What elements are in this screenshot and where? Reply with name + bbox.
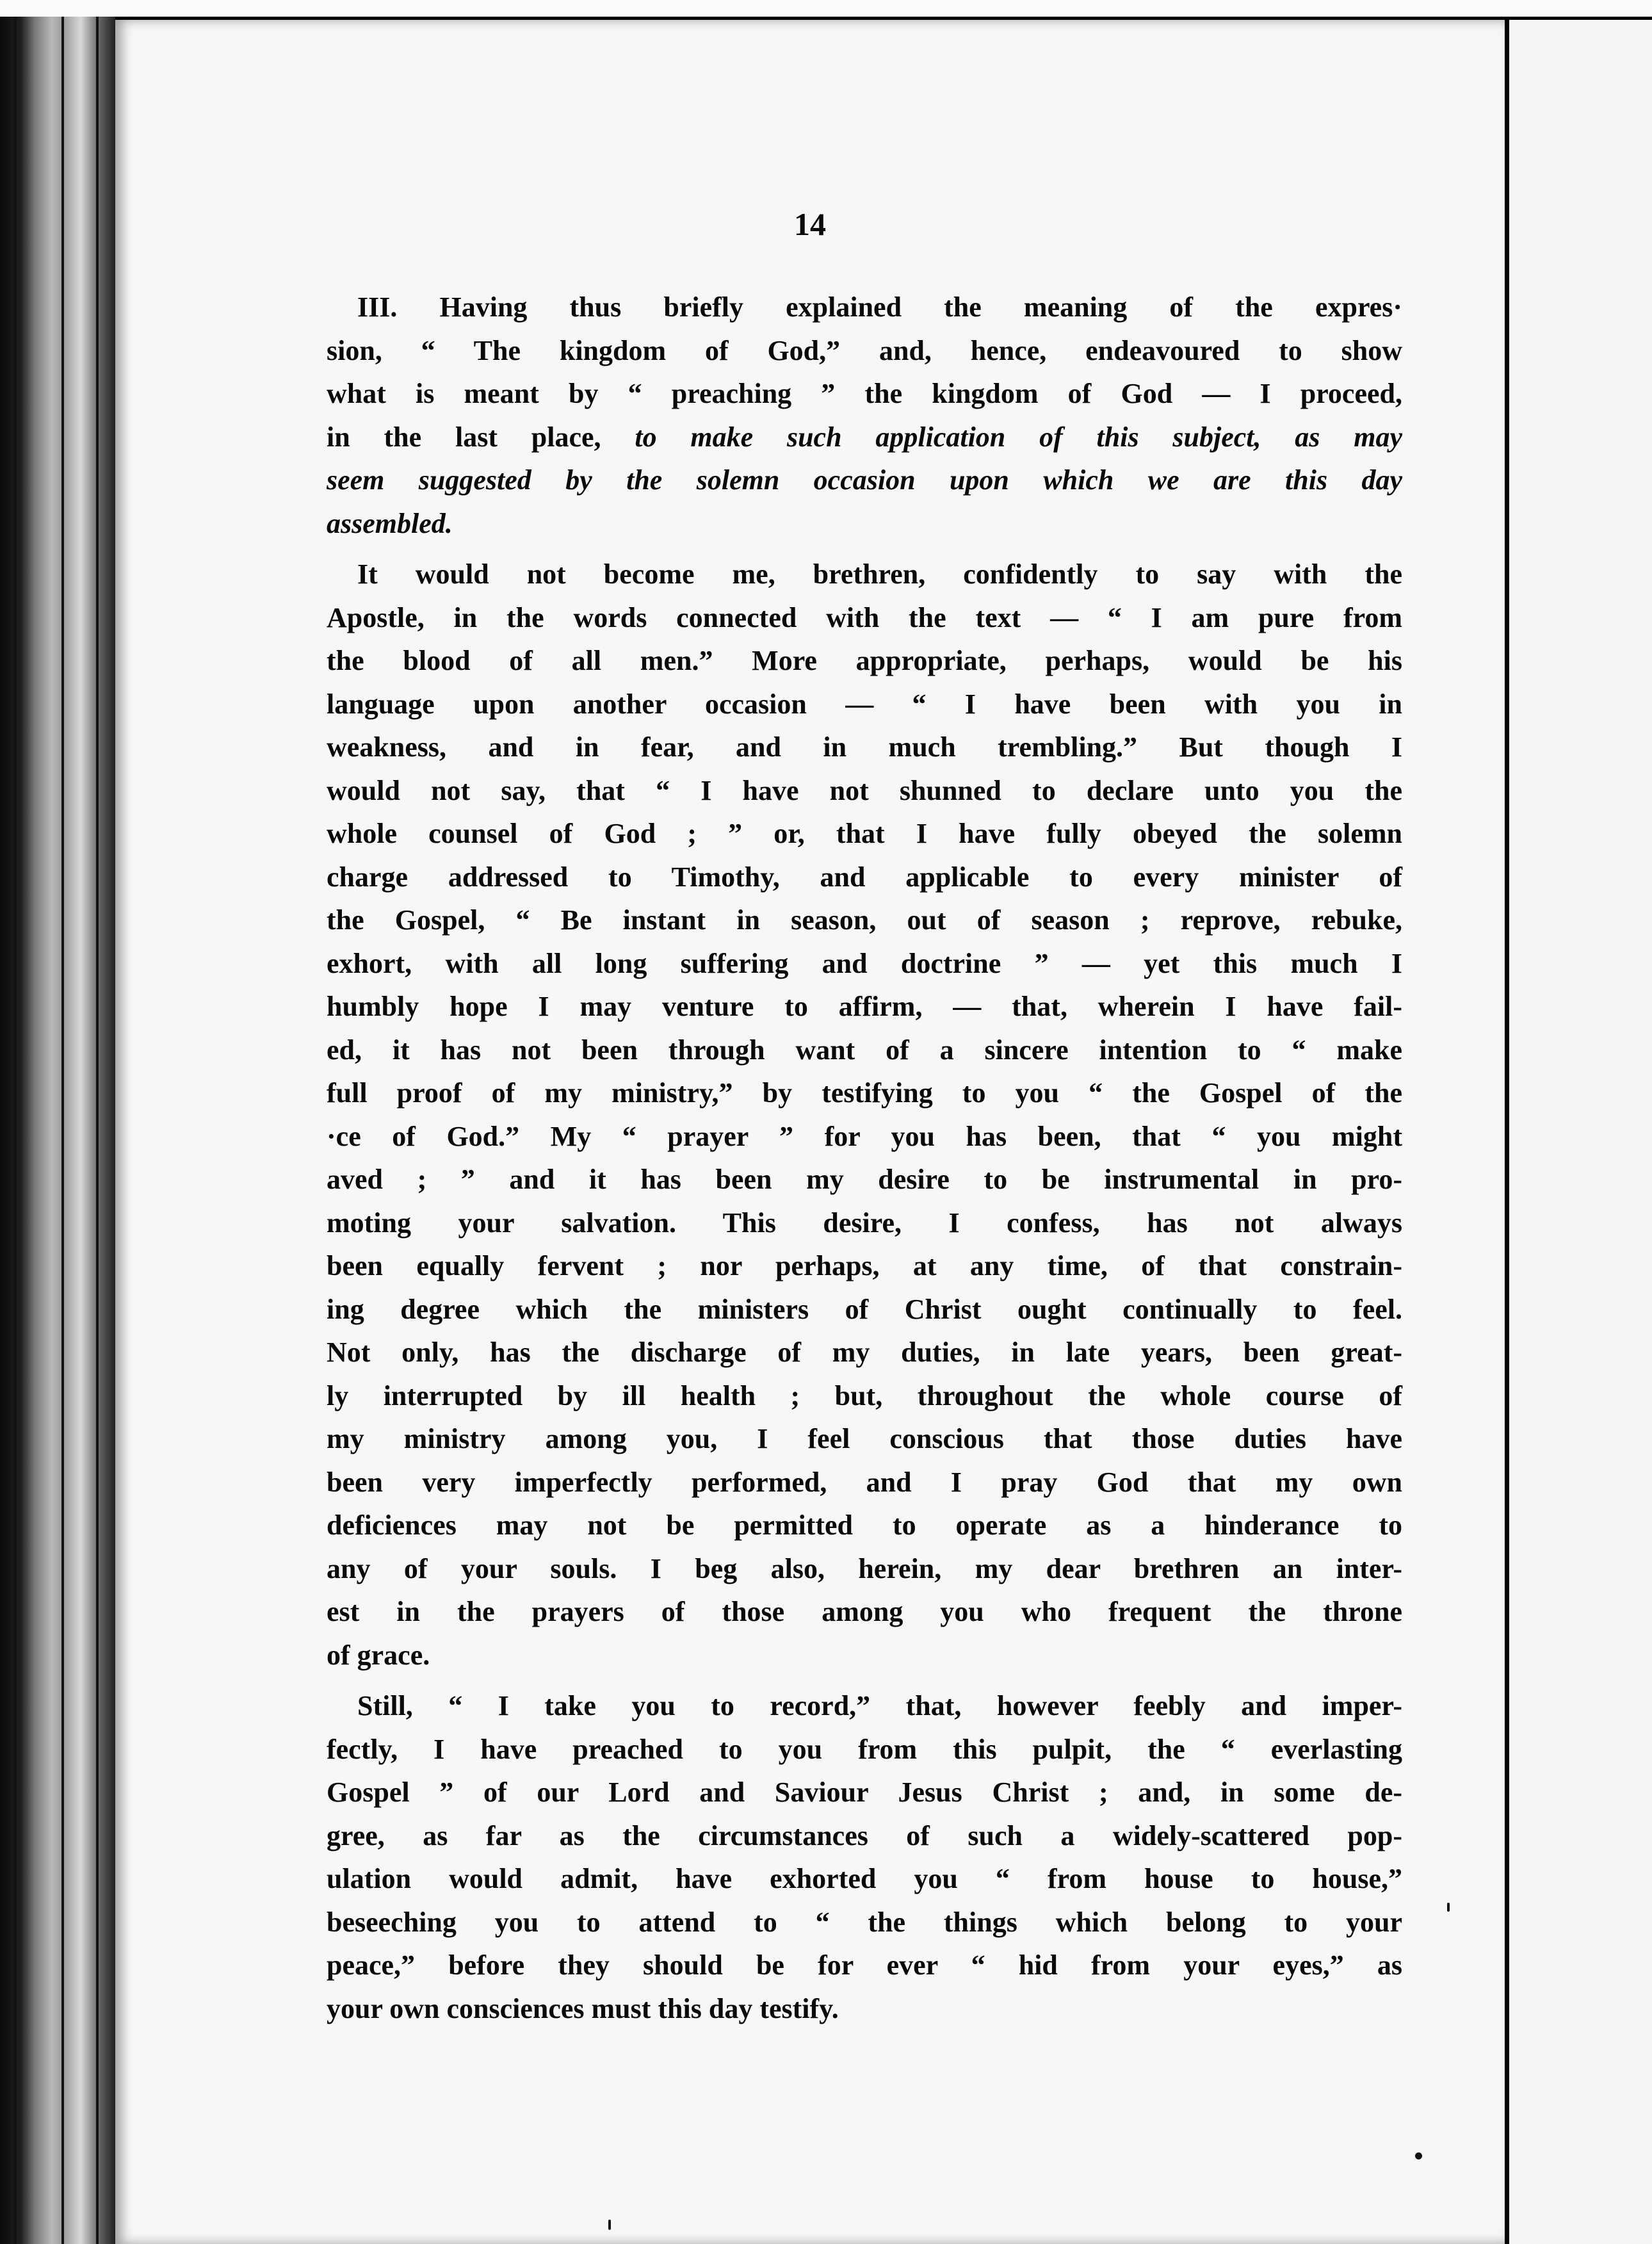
line-text: ing degree which the ministers of Christ ought continually to feel. <box>327 1293 1402 1325</box>
text-line <box>327 1288 1402 1331</box>
line-text: ly interrupted by ill health ; but, throughout the whole course of <box>327 1379 1402 1411</box>
line-text: the Gospel, “ Be instant in season, out of season ; reprove, rebuke, <box>327 904 1402 936</box>
facing-page-edge <box>1505 20 1652 2244</box>
text-line <box>327 1901 1402 1944</box>
top-edge <box>0 0 1652 20</box>
line-text: been equally fervent ; nor perhaps, at any time, of that constrain- <box>327 1250 1402 1281</box>
text-line <box>327 812 1402 856</box>
line-text: It would not become me, brethren, confidently to say with the <box>357 558 1402 590</box>
line-text: whole counsel of God ; ” or, that I have fully obeyed the solemn <box>327 818 1402 849</box>
text-line <box>327 769 1402 813</box>
line-text: any of your souls. I beg also, herein, my dear brethren an inter- <box>327 1552 1402 1584</box>
text-line <box>327 286 1402 329</box>
line-text: in the last place, <box>327 421 635 453</box>
text-line <box>327 1417 1402 1461</box>
line-italic-text: to make such application of this subject, as may <box>635 421 1402 453</box>
line-text: est in the prayers of those among you who frequent the throne <box>327 1596 1402 1627</box>
line-text: moting your salvation. This desire, I confess, has not always <box>327 1207 1402 1239</box>
text-line <box>327 1201 1402 1245</box>
paragraph <box>327 1684 1402 2030</box>
line-text: my ministry among you, I feel conscious that those duties have <box>327 1423 1402 1454</box>
ink-speck <box>1415 2152 1422 2159</box>
line-text: Gospel ” of our Lord and Saviour Jesus Christ ; and, in some de- <box>327 1776 1402 1808</box>
text-line <box>327 1461 1402 1504</box>
text-line <box>327 1547 1402 1591</box>
line-text: peace,” before they should be for ever “ hid from your eyes,” as <box>327 1949 1402 1981</box>
line-text: Not only, has the discharge of my duties, in late years, been great- <box>327 1337 1402 1368</box>
text-line <box>327 1814 1402 1858</box>
book-spine-edge <box>0 17 115 2244</box>
line-text: humbly hope I may venture to affirm, — that, wherein I have fail- <box>327 991 1402 1022</box>
text-line <box>327 1634 1402 1677</box>
text-line <box>327 1115 1402 1159</box>
text-line <box>327 553 1402 596</box>
text-line <box>327 1244 1402 1288</box>
line-text: ed, it has not been through want of a sincere intention to “ make <box>327 1034 1402 1066</box>
text-line <box>327 1857 1402 1901</box>
text-line <box>327 1771 1402 1814</box>
line-text: deficiences may not be permitted to operate as a hinderance to <box>327 1509 1402 1541</box>
text-line <box>327 1944 1402 1987</box>
text-line <box>327 942 1402 986</box>
text-line <box>327 329 1402 373</box>
text-line <box>327 1987 1402 2031</box>
line-text: would not say, that “ I have not shunned to declare unto you the <box>327 774 1402 806</box>
line-italic-text: seem suggested by the solemn occasion upon which we are this day <box>327 464 1402 496</box>
line-text: what is meant by “ preaching ” the kingdom of God — I proceed, <box>327 378 1402 409</box>
text-line <box>327 1331 1402 1374</box>
text-line <box>327 596 1402 640</box>
text-line <box>327 898 1402 942</box>
line-text: gree, as far as the circumstances of such a widely-scattered pop- <box>327 1819 1402 1851</box>
line-text: been very imperfectly performed, and I pray God that my own <box>327 1466 1402 1498</box>
ink-speck <box>1447 1903 1450 1912</box>
line-text: language upon another occasion — “ I have been with you in <box>327 688 1402 720</box>
ink-speck <box>608 2220 611 2230</box>
line-text: fectly, I have preached to you from this pulpit, the “ everlasting <box>327 1733 1402 1765</box>
line-text: exhort, with all long suffering and doctrine ” — yet this much I <box>327 947 1402 979</box>
text-line <box>327 416 1402 459</box>
line-text: sion, “ The kingdom of God,” and, hence, endeavoured to show <box>327 334 1402 366</box>
line-text: of grace. <box>327 1639 430 1671</box>
line-text: weakness, and in fear, and in much trembling.” But though I <box>327 731 1402 763</box>
paragraph <box>327 286 1402 545</box>
document-page <box>115 20 1505 2244</box>
text-line <box>327 372 1402 416</box>
line-text: ulation would admit, have exhorted you “ from house to house,” <box>327 1863 1402 1894</box>
text-line <box>327 726 1402 769</box>
line-text: the blood of all men.” More appropriate, perhaps, would be his <box>327 645 1402 676</box>
line-text: full proof of my ministry,” by testifying to you “ the Gospel of the <box>327 1077 1402 1109</box>
line-italic-text: assembled. <box>327 507 453 539</box>
line-text: your own consciences must this day testify. <box>327 1992 839 2024</box>
line-text: III. Having thus briefly explained the meaning of the expres· <box>357 291 1402 323</box>
text-line <box>327 502 1402 546</box>
text-line <box>327 1590 1402 1634</box>
text-line <box>327 1158 1402 1201</box>
text-line <box>327 459 1402 502</box>
text-line <box>327 683 1402 726</box>
body-text <box>327 286 1402 2038</box>
text-line <box>327 1728 1402 1771</box>
text-line <box>327 1684 1402 1728</box>
text-line <box>327 1374 1402 1418</box>
line-text: Apostle, in the words connected with the text — “ I am pure from <box>327 601 1402 633</box>
line-text: aved ; ” and it has been my desire to be instrumental in pro- <box>327 1164 1402 1195</box>
text-line <box>327 639 1402 683</box>
text-line <box>327 856 1402 899</box>
line-text: beseeching you to attend to “ the things which belong to your <box>327 1906 1402 1938</box>
line-text: ·ce of God.” My “ prayer ” for you has been, that “ you might <box>327 1120 1402 1152</box>
text-line <box>327 1504 1402 1547</box>
text-line <box>327 1071 1402 1115</box>
line-text: charge addressed to Timothy, and applicable to every minister of <box>327 861 1402 893</box>
paragraph <box>327 553 1402 1677</box>
page-number: 14 <box>794 206 826 242</box>
text-line <box>327 985 1402 1028</box>
text-line <box>327 1028 1402 1072</box>
line-text: Still, “ I take you to record,” that, however feebly and imper- <box>357 1690 1402 1721</box>
